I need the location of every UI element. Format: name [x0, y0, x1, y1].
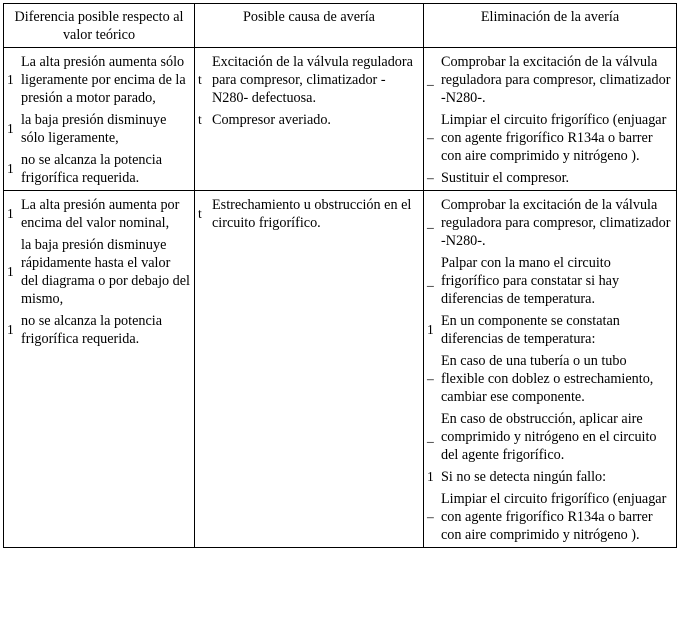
- remedy-cell: [424, 191, 677, 548]
- list-item: [197, 53, 419, 107]
- bullet-marker: –: [427, 371, 434, 386]
- list-item: [426, 196, 672, 250]
- list-item: [426, 410, 672, 464]
- bullet-marker: 1: [7, 72, 14, 87]
- bullet-marker: t: [198, 206, 202, 221]
- header-remedy: Eliminación de la avería: [424, 4, 677, 48]
- bullet-marker: 1: [7, 121, 14, 136]
- bullet-marker: –: [427, 130, 434, 145]
- list-item: [426, 254, 672, 308]
- bullet-marker: –: [427, 170, 434, 185]
- remedy-text: Limpiar el circuito frigorífico (enjuagar con agente frigorífico R134a o barrer con aire comprimido y nitrógeno ).: [441, 112, 667, 164]
- bullet-marker: _: [427, 273, 434, 288]
- list-item: [426, 312, 672, 348]
- remedy-text: En un componente se constatan diferencias de temperatura:: [441, 313, 620, 347]
- difference-text: no se alcanza la potencia frigorífica requerida.: [21, 313, 163, 347]
- cause-cell: [195, 48, 424, 191]
- header-row: [4, 4, 677, 48]
- bullet-marker: _: [427, 215, 434, 230]
- list-item: [6, 151, 190, 187]
- remedy-text: Comprobar la excitación de la válvula reguladora para compresor, climatizador -N280-.: [441, 197, 671, 249]
- header-cause: Posible causa de avería: [195, 4, 424, 48]
- list-item: [6, 196, 190, 232]
- difference-text: La alta presión aumenta por encima del valor nominal,: [21, 197, 180, 231]
- list-item: [197, 111, 419, 129]
- list-item: [426, 490, 672, 544]
- bullet-marker: 1: [7, 161, 14, 176]
- difference-text: la baja presión disminuye rápidamente hasta el valor del diagrama o por debajo del mismo,: [21, 237, 191, 307]
- bullet-marker: _: [427, 429, 434, 444]
- list-item: [6, 53, 190, 107]
- bullet-marker: –: [427, 509, 434, 524]
- remedy-cell: [424, 48, 677, 191]
- difference-cell: [4, 191, 195, 548]
- remedy-text: En caso de obstrucción, aplicar aire comprimido y nitrógeno en el circuito del agente frigorífico.: [441, 411, 657, 463]
- cause-text: Excitación de la válvula reguladora para compresor, climatizador -N280- defectuosa.: [212, 54, 413, 106]
- header-difference: Diferencia posible respecto al valor teórico: [4, 4, 195, 48]
- remedy-text: Palpar con la mano el circuito frigorífico para constatar si hay diferencias de temperatura.: [441, 255, 620, 307]
- list-item: [6, 236, 190, 308]
- remedy-text: En caso de una tubería o un tubo flexible con doblez o estrechamiento, cambiar ese componente.: [441, 353, 654, 405]
- bullet-marker: 1: [7, 264, 14, 279]
- bullet-marker: t: [198, 112, 202, 127]
- list-item: [6, 111, 190, 147]
- difference-text: La alta presión aumenta sólo ligeramente por encima de la presión a motor parado,: [21, 54, 186, 106]
- cause-cell: [195, 191, 424, 548]
- list-item: [426, 111, 672, 165]
- bullet-marker: t: [198, 72, 202, 87]
- remedy-text: Si no se detecta ningún fallo:: [441, 469, 607, 485]
- list-item: [426, 352, 672, 406]
- bullet-marker: 1: [427, 469, 434, 484]
- bullet-marker: 1: [7, 322, 14, 337]
- remedy-text: Comprobar la excitación de la válvula reguladora para compresor, climatizador -N280-.: [441, 54, 671, 106]
- cause-text: Compresor averiado.: [212, 112, 331, 128]
- difference-cell: [4, 48, 195, 191]
- list-item: [197, 196, 419, 232]
- diagnosis-table: [3, 3, 677, 548]
- cause-text: Estrechamiento u obstrucción en el circuito frigorífico.: [212, 197, 412, 231]
- list-item: [426, 53, 672, 107]
- list-item: [426, 468, 672, 486]
- table-row: [4, 191, 677, 548]
- bullet-marker: 1: [427, 322, 434, 337]
- remedy-text: Sustituir el compresor.: [441, 170, 570, 186]
- bullet-marker: _: [427, 72, 434, 87]
- remedy-text: Limpiar el circuito frigorífico (enjuagar con agente frigorífico R134a o barrer con aire comprimido y nitrógeno ).: [441, 491, 667, 543]
- list-item: [6, 312, 190, 348]
- table-row: [4, 48, 677, 191]
- list-item: [426, 169, 672, 187]
- difference-text: la baja presión disminuye sólo ligeramente,: [21, 112, 167, 146]
- bullet-marker: 1: [7, 206, 14, 221]
- difference-text: no se alcanza la potencia frigorífica requerida.: [21, 152, 163, 186]
